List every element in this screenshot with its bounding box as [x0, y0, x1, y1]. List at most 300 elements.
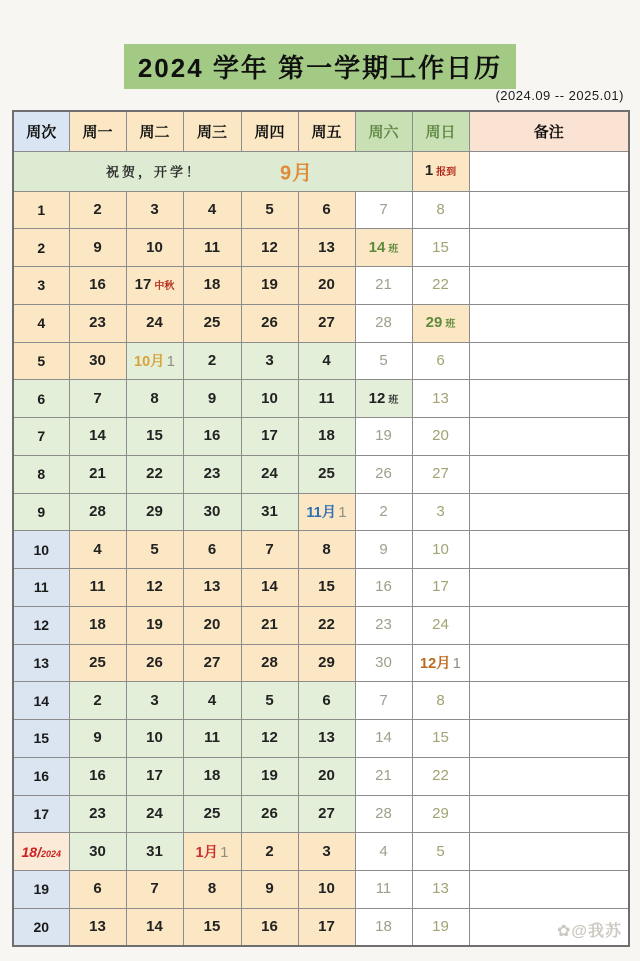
note-cell — [469, 418, 629, 456]
day-number: 28 — [261, 653, 278, 671]
day-number: 26 — [261, 314, 278, 332]
day-number: 5 — [379, 351, 388, 369]
day-number: 2 — [93, 691, 102, 709]
day-number: 24 — [146, 314, 163, 332]
day-cell — [126, 342, 183, 380]
day-cell — [298, 569, 355, 607]
day-cell — [241, 795, 298, 833]
day-tag: 班 — [445, 319, 456, 331]
header-cell-day-1: 周一 — [69, 111, 126, 151]
day-cell — [298, 304, 355, 342]
day-number: 22 — [432, 767, 449, 785]
table-row — [13, 342, 629, 380]
day-number: 26 — [146, 653, 163, 671]
day-cell — [298, 795, 355, 833]
day-tag: 班 — [388, 394, 399, 406]
day-number: 28 — [375, 314, 392, 332]
day-number: 22 — [146, 465, 163, 483]
day-cell — [126, 531, 183, 569]
day-number: 17 — [261, 427, 278, 445]
day-cell — [126, 418, 183, 456]
week-number-cell: 15 — [13, 720, 69, 758]
day-cell — [69, 380, 126, 418]
day-number: 20 — [318, 276, 335, 294]
day-cell — [126, 908, 183, 946]
day-number: 30 — [89, 842, 106, 860]
day-cell — [355, 493, 412, 531]
day-cell — [412, 720, 469, 758]
day-cell — [241, 908, 298, 946]
day-cell — [241, 569, 298, 607]
day-number: 14 — [375, 729, 392, 747]
day-cell — [183, 606, 241, 644]
day-number: 7 — [265, 540, 274, 558]
day-cell — [412, 795, 469, 833]
table-row — [13, 229, 629, 267]
day-number: 9 — [93, 238, 102, 256]
day-number: 28 — [375, 804, 392, 822]
note-cell — [469, 833, 629, 871]
day-cell — [183, 493, 241, 531]
day-cell — [241, 493, 298, 531]
day-number: 16 — [89, 767, 106, 785]
day-tag: 班 — [388, 243, 399, 255]
day-number: 18 — [318, 427, 335, 445]
day-number: 11 — [204, 729, 220, 747]
week-number-cell: 20 — [13, 908, 69, 946]
banner-note-text: 祝贺，开学！ — [106, 164, 203, 180]
day-cell — [412, 757, 469, 795]
day-cell — [126, 720, 183, 758]
month-label: 1月 — [195, 845, 219, 862]
day-cell — [126, 304, 183, 342]
day-cell — [412, 342, 469, 380]
day-number: 10 — [261, 389, 278, 407]
day-number: 13 — [203, 578, 221, 596]
day-cell — [241, 455, 298, 493]
day-cell — [69, 682, 126, 720]
day-number: 22 — [318, 616, 335, 634]
day-number: 12 — [261, 238, 278, 256]
day-number: 19 — [146, 616, 163, 634]
day-number: 17 — [146, 767, 163, 785]
header-cell-day-2: 周二 — [126, 111, 183, 151]
day-number: 29 — [432, 804, 449, 822]
day-number: 6 — [207, 540, 217, 558]
day-number: 7 — [379, 691, 388, 709]
day-number: 19 — [261, 276, 278, 294]
week-number-cell: 1 — [13, 191, 69, 229]
day-number: 19 — [375, 427, 392, 445]
day-cell — [412, 151, 469, 191]
day-number: 8 — [150, 389, 159, 407]
table-row — [13, 304, 629, 342]
note-cell — [469, 493, 629, 531]
day-cell — [69, 569, 126, 607]
day-cell — [412, 569, 469, 607]
day-cell — [183, 455, 241, 493]
month-label: 12月 — [420, 656, 451, 673]
day-cell — [183, 757, 241, 795]
day-cell — [355, 304, 412, 342]
week-number-cell: 11 — [13, 569, 69, 607]
day-number: 5 — [265, 691, 274, 709]
day-number: 29 — [425, 314, 443, 332]
day-cell — [355, 531, 412, 569]
day-number: 4 — [207, 691, 217, 709]
day-number: 14 — [146, 917, 163, 935]
day-cell — [298, 342, 355, 380]
day-cell — [241, 229, 298, 267]
week-number-cell: 2 — [13, 229, 69, 267]
day-cell — [298, 871, 355, 909]
day-cell — [126, 682, 183, 720]
day-cell — [298, 531, 355, 569]
day-cell — [355, 644, 412, 682]
day-number: 19 — [432, 917, 449, 935]
table-row — [13, 682, 629, 720]
day-cell — [355, 795, 412, 833]
day-cell — [183, 833, 241, 871]
day-cell — [241, 682, 298, 720]
month-banner — [13, 151, 412, 191]
day-cell — [412, 644, 469, 682]
day-cell — [241, 757, 298, 795]
day-cell — [298, 493, 355, 531]
header-cell-note: 备注 — [469, 111, 629, 151]
week-number-cell: 4 — [13, 304, 69, 342]
day-cell — [241, 418, 298, 456]
note-cell — [469, 682, 629, 720]
month-label: 11月 — [306, 505, 337, 522]
note-cell — [469, 795, 629, 833]
day-number: 2 — [207, 351, 217, 369]
day-number: 20 — [318, 767, 335, 785]
day-number: 14 — [368, 238, 386, 256]
day-number: 11 — [204, 238, 220, 256]
day-number: 29 — [146, 502, 163, 520]
day-number: 8 — [436, 691, 445, 709]
note-cell — [469, 191, 629, 229]
day-cell — [69, 229, 126, 267]
header-cell-sat: 周六 — [355, 111, 412, 151]
day-number: 20 — [432, 427, 449, 445]
week-number-cell: 17 — [13, 795, 69, 833]
day-cell — [69, 606, 126, 644]
day-number: 25 — [203, 314, 221, 332]
day-cell — [355, 908, 412, 946]
day-number: 11 — [318, 389, 335, 407]
day-cell — [298, 229, 355, 267]
day-number: 4 — [322, 351, 331, 369]
day-number: 31 — [146, 842, 163, 860]
day-cell — [241, 833, 298, 871]
day-cell — [69, 757, 126, 795]
day-number: 3 — [150, 691, 159, 709]
day-cell — [355, 871, 412, 909]
day-cell — [183, 229, 241, 267]
day-cell — [412, 833, 469, 871]
day-number: 25 — [203, 804, 221, 822]
day-cell — [412, 493, 469, 531]
day-cell — [412, 418, 469, 456]
day-cell — [126, 380, 183, 418]
day-number: 3 — [322, 842, 331, 860]
month-label: 10月 — [134, 354, 165, 371]
day-cell — [298, 380, 355, 418]
week-number-cell: 18/2024 — [13, 833, 69, 871]
day-number: 6 — [322, 200, 331, 218]
table-row — [13, 908, 629, 946]
note-cell — [469, 455, 629, 493]
day-cell — [126, 455, 183, 493]
note-cell — [469, 720, 629, 758]
note-cell — [469, 871, 629, 909]
day-cell — [412, 304, 469, 342]
table-row — [13, 757, 629, 795]
day-number: 2 — [379, 502, 388, 520]
day-number: 1 — [220, 844, 229, 862]
note-cell — [469, 380, 629, 418]
table-row — [13, 606, 629, 644]
day-cell — [183, 531, 241, 569]
day-number: 18 — [375, 917, 392, 935]
day-number: 14 — [261, 578, 278, 596]
day-cell — [355, 682, 412, 720]
day-number: 22 — [432, 276, 449, 294]
day-number: 5 — [436, 842, 445, 860]
day-cell — [69, 531, 126, 569]
day-cell — [412, 908, 469, 946]
table-row — [13, 871, 629, 909]
day-cell — [355, 342, 412, 380]
watermark-text: @我苏 — [571, 923, 622, 940]
note-cell — [469, 267, 629, 305]
table-row — [13, 267, 629, 305]
day-tag: 报到 — [436, 167, 457, 178]
day-number: 29 — [318, 653, 335, 671]
day-number: 1 — [424, 162, 434, 179]
day-number: 8 — [207, 880, 217, 898]
day-number: 12 — [146, 578, 163, 596]
day-cell — [183, 908, 241, 946]
calendar-body — [13, 151, 629, 946]
week-number-cell: 19 — [13, 871, 69, 909]
day-cell — [355, 757, 412, 795]
day-number: 4 — [379, 842, 388, 860]
day-cell — [355, 267, 412, 305]
note-cell — [469, 569, 629, 607]
day-number: 15 — [432, 729, 449, 747]
header-cell-wk: 周次 — [13, 111, 69, 151]
day-number: 7 — [93, 389, 102, 407]
day-cell — [241, 606, 298, 644]
day-number: 6 — [436, 351, 445, 369]
note-cell — [469, 304, 629, 342]
day-number: 16 — [203, 427, 221, 445]
day-number: 4 — [207, 200, 217, 218]
day-number: 1 — [166, 353, 175, 371]
day-cell — [241, 191, 298, 229]
day-cell — [183, 342, 241, 380]
day-number: 23 — [89, 314, 106, 332]
day-cell — [183, 304, 241, 342]
day-cell — [183, 380, 241, 418]
day-cell — [298, 191, 355, 229]
week-number-cell: 5 — [13, 342, 69, 380]
day-cell — [355, 569, 412, 607]
table-row — [13, 191, 629, 229]
day-cell — [183, 682, 241, 720]
day-cell — [412, 606, 469, 644]
day-number: 23 — [89, 804, 106, 822]
day-number: 1 — [452, 655, 461, 673]
day-number: 18 — [89, 616, 106, 634]
day-cell — [241, 531, 298, 569]
day-number: 15 — [318, 578, 335, 596]
day-number: 2 — [93, 200, 102, 218]
day-number: 4 — [93, 540, 102, 558]
day-cell — [126, 644, 183, 682]
table-row — [13, 833, 629, 871]
day-number: 6 — [322, 691, 331, 709]
note-cell — [469, 606, 629, 644]
day-cell — [241, 304, 298, 342]
day-number: 12 — [261, 729, 278, 747]
day-number: 18 — [203, 767, 221, 785]
day-number: 24 — [432, 616, 449, 634]
page-title: 2024 学年 第一学期工作日历 — [124, 44, 516, 89]
day-number: 15 — [146, 427, 163, 445]
day-cell — [355, 606, 412, 644]
day-cell — [126, 757, 183, 795]
note-cell — [469, 531, 629, 569]
note-cell — [469, 151, 629, 191]
day-cell — [183, 720, 241, 758]
day-cell — [69, 644, 126, 682]
logo-icon: ✿ — [556, 923, 572, 940]
table-row — [13, 380, 629, 418]
day-cell — [69, 342, 126, 380]
table-row — [13, 455, 629, 493]
day-cell — [241, 720, 298, 758]
month-banner-row — [13, 151, 629, 191]
day-cell — [183, 871, 241, 909]
day-cell — [183, 418, 241, 456]
day-number: 28 — [89, 502, 106, 520]
day-number: 13 — [89, 917, 106, 935]
day-number: 21 — [375, 767, 392, 785]
day-cell — [298, 644, 355, 682]
day-number: 3 — [150, 200, 159, 218]
day-number: 15 — [203, 917, 221, 935]
day-cell — [355, 455, 412, 493]
day-cell — [241, 871, 298, 909]
day-cell — [412, 191, 469, 229]
day-cell — [355, 229, 412, 267]
week-number-cell: 14 — [13, 682, 69, 720]
banner-month-label: 9月 — [280, 162, 314, 185]
day-number: 26 — [261, 804, 278, 822]
header-cell-day-5: 周五 — [298, 111, 355, 151]
day-cell — [298, 418, 355, 456]
day-number: 26 — [375, 465, 392, 483]
day-number: 24 — [261, 465, 278, 483]
day-cell — [298, 757, 355, 795]
day-cell — [69, 191, 126, 229]
day-number: 15 — [432, 238, 449, 256]
day-number: 20 — [203, 616, 221, 634]
week-number-cell: 3 — [13, 267, 69, 305]
day-cell — [126, 493, 183, 531]
day-number: 10 — [146, 729, 163, 747]
note-cell — [469, 342, 629, 380]
day-number: 23 — [375, 616, 392, 634]
day-cell — [69, 908, 126, 946]
day-cell — [298, 606, 355, 644]
day-cell — [183, 644, 241, 682]
day-cell — [412, 531, 469, 569]
day-cell — [126, 267, 183, 305]
day-cell — [69, 455, 126, 493]
day-number: 3 — [436, 502, 445, 520]
day-cell — [412, 682, 469, 720]
day-cell — [412, 455, 469, 493]
day-number: 13 — [318, 729, 335, 747]
header-row — [13, 111, 629, 151]
day-number: 21 — [261, 616, 278, 634]
day-cell — [241, 267, 298, 305]
day-cell — [298, 682, 355, 720]
week-number-cell: 8 — [13, 455, 69, 493]
week-number-cell: 9 — [13, 493, 69, 531]
day-cell — [355, 418, 412, 456]
day-cell — [69, 720, 126, 758]
day-cell — [183, 569, 241, 607]
week-number-cell: 13 — [13, 644, 69, 682]
day-number: 11 — [89, 578, 106, 596]
day-number: 21 — [89, 465, 106, 483]
day-number: 25 — [318, 465, 335, 483]
day-cell — [69, 304, 126, 342]
day-number: 25 — [89, 653, 106, 671]
day-number: 13 — [432, 389, 449, 407]
day-number: 12 — [368, 389, 386, 407]
day-number: 30 — [375, 653, 392, 671]
week-number-cell: 16 — [13, 757, 69, 795]
day-tag: 中秋 — [154, 281, 175, 293]
day-cell — [69, 871, 126, 909]
table-row — [13, 720, 629, 758]
day-number: 8 — [322, 540, 331, 558]
day-cell — [126, 871, 183, 909]
header-cell-sun: 周日 — [412, 111, 469, 151]
calendar-table — [12, 110, 630, 947]
day-cell — [183, 267, 241, 305]
day-number: 13 — [318, 238, 335, 256]
table-row — [13, 531, 629, 569]
day-cell — [355, 191, 412, 229]
day-cell — [412, 871, 469, 909]
day-number: 11 — [375, 880, 392, 898]
day-cell — [183, 191, 241, 229]
day-number: 17 — [134, 276, 152, 294]
day-number: 19 — [261, 767, 278, 785]
day-cell — [241, 342, 298, 380]
note-cell — [469, 644, 629, 682]
day-number: 8 — [436, 200, 445, 218]
day-number: 27 — [318, 804, 335, 822]
